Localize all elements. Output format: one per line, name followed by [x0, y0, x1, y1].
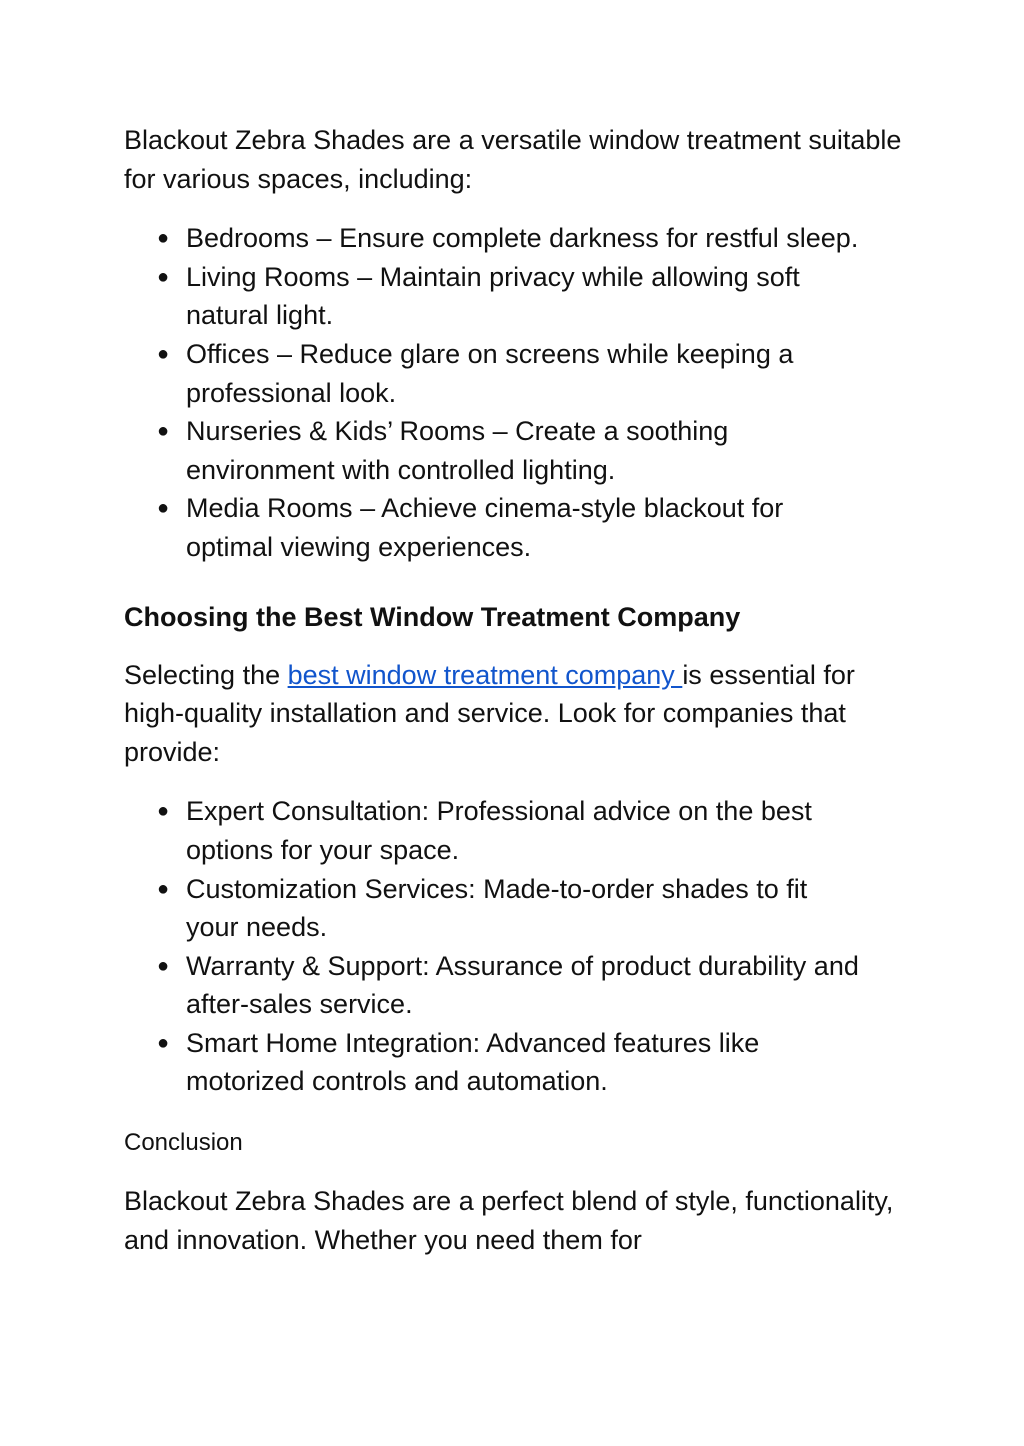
bullet-icon: ● — [157, 800, 170, 823]
list-item: ● Customization Services: Made-to-order shades to fit your needs. — [124, 870, 866, 947]
bullet-icon: ● — [157, 342, 170, 365]
list-item: ● Smart Home Integration: Advanced features like motorized controls and automation. — [124, 1024, 866, 1101]
bullet-icon: ● — [157, 954, 170, 977]
bullet-icon: ● — [157, 227, 170, 250]
list-item: ● Media Rooms – Achieve cinema-style blackout for optimal viewing experiences. — [124, 489, 866, 566]
conclusion-heading: Conclusion — [124, 1129, 243, 1157]
list-item: ● Bedrooms – Ensure complete darkness for restful sleep. — [124, 219, 866, 258]
list-item: ● Warranty & Support: Assurance of product durability and after-sales service. — [124, 947, 866, 1024]
bullet-icon: ● — [157, 877, 170, 900]
conclusion-paragraph: Blackout Zebra Shades are a perfect blend of style, functionality, and innovation. Whether you need them for — [124, 1186, 894, 1255]
features-list — [124, 792, 904, 1101]
spaces-list — [124, 219, 904, 566]
list-item: ● Expert Consultation: Professional advice on the best options for your space. — [124, 792, 866, 869]
bullet-icon: ● — [157, 265, 170, 288]
section-heading: Choosing the Best Window Treatment Company — [124, 601, 741, 632]
bullet-icon: ● — [157, 1031, 170, 1054]
list-item: ● Offices – Reduce glare on screens while keeping a professional look. — [124, 335, 866, 412]
bullet-icon: ● — [157, 497, 170, 520]
list-item: ● Living Rooms – Maintain privacy while allowing soft natural light. — [124, 258, 866, 335]
list-item: ● Nurseries & Kids’ Rooms – Create a soothing environment with controlled lighting. — [124, 412, 866, 489]
intro-paragraph: Blackout Zebra Shades are a versatile window treatment suitable for various spaces, including: — [124, 125, 902, 194]
document-page — [124, 121, 904, 1259]
best-window-treatment-company-link[interactable]: best window treatment company — [287, 659, 683, 690]
bullet-icon: ● — [157, 420, 170, 443]
selection-paragraph: Selecting the best window treatment company is essential for high-quality installation and service. Look for companies that provide: — [124, 659, 855, 767]
